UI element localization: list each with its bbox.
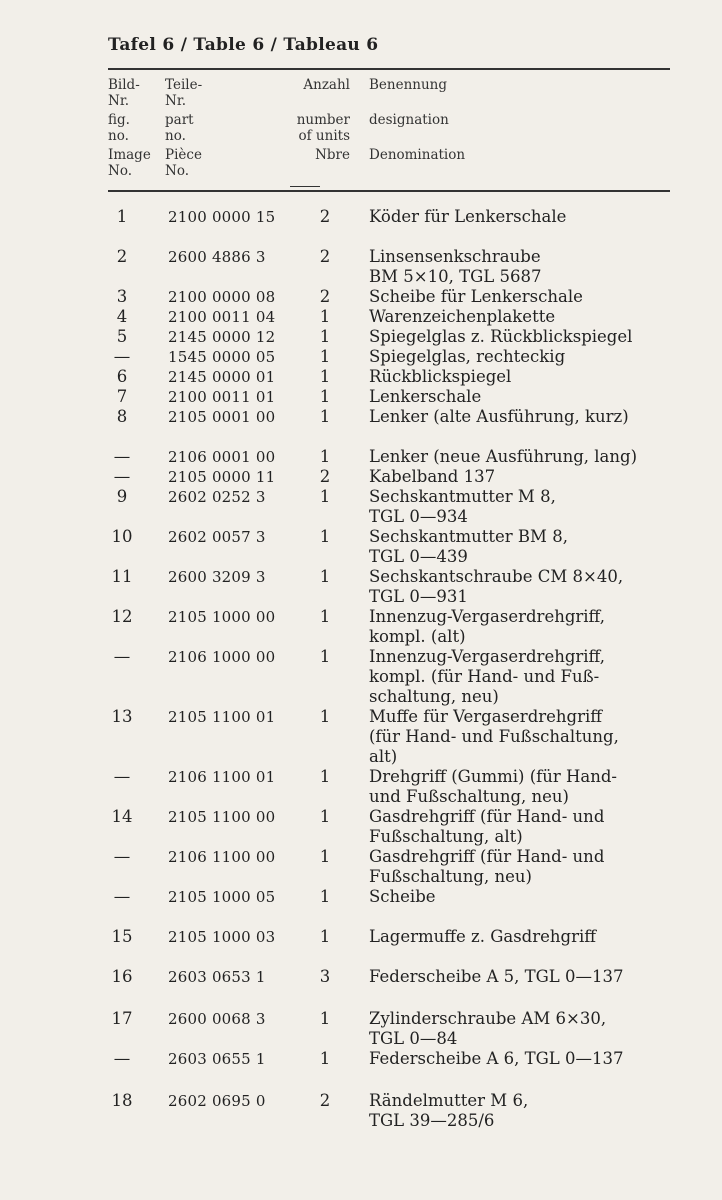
image-number: 18 (111, 1091, 133, 1110)
designation (369, 607, 679, 647)
image-number: — (113, 467, 131, 486)
image-number: 5 (116, 327, 128, 346)
designation-line: Scheibe für Lenkerschale (369, 287, 583, 306)
designation-line: Sechskantmutter BM 8, (369, 527, 568, 546)
part-number: 2600 4886 3 (168, 248, 266, 266)
quantity: 1 (319, 527, 331, 546)
designation (369, 847, 679, 887)
designation (369, 347, 679, 367)
header-fig: fig. no. (108, 112, 130, 144)
part-number: 1545 0000 05 (168, 348, 276, 366)
designation (369, 1009, 679, 1049)
quantity: 1 (319, 407, 331, 426)
designation-line: Linsensenkschraube (369, 247, 541, 266)
header-bottom-rule (108, 190, 670, 192)
quantity: 1 (319, 367, 331, 386)
header-piece: Pièce No. (165, 147, 202, 179)
designation (369, 527, 679, 567)
image-number: — (113, 347, 131, 366)
designation-line: Köder für Lenkerschale (369, 207, 567, 226)
designation-line: Kabelband 137 (369, 467, 496, 486)
quantity: 1 (319, 1049, 331, 1068)
header-top-rule (108, 68, 670, 70)
designation-line: (für Hand- und Fußschaltung, (369, 727, 619, 746)
designation-line: Scheibe (369, 887, 436, 906)
image-number: — (113, 647, 131, 666)
designation (369, 287, 679, 307)
quantity: 3 (319, 967, 331, 986)
image-number: 10 (111, 527, 133, 546)
quantity: 1 (319, 307, 331, 326)
quantity: 2 (319, 247, 331, 266)
designation (369, 447, 679, 467)
designation-line: Rückblickspiegel (369, 367, 512, 386)
designation (369, 327, 679, 347)
quantity: 1 (319, 327, 331, 346)
page-title: Tafel 6 / Table 6 / Tableau 6 (108, 35, 379, 55)
designation-line: Spiegelglas z. Rückblickspiegel (369, 327, 633, 346)
quantity: 1 (319, 707, 331, 726)
designation-line: Sechskantmutter M 8, (369, 487, 556, 506)
designation-line: Innenzug-Vergaserdrehgriff, (369, 647, 605, 666)
part-number: 2106 0001 00 (168, 448, 276, 466)
part-number: 2105 1000 00 (168, 608, 276, 626)
image-number: 4 (116, 307, 128, 326)
designation-line: Gasdrehgriff (für Hand- und (369, 807, 605, 826)
designation (369, 927, 679, 947)
image-number: 13 (111, 707, 133, 726)
designation-line: schaltung, neu) (369, 687, 499, 706)
quantity: 1 (319, 607, 331, 626)
header-part: part no. (165, 112, 194, 144)
designation-line: Federscheibe A 5, TGL 0—137 (369, 967, 624, 986)
image-number: — (113, 887, 131, 906)
designation-line: kompl. (alt) (369, 627, 466, 646)
designation (369, 1091, 679, 1131)
part-number: 2105 0001 00 (168, 408, 276, 426)
designation-line: TGL 0—439 (369, 547, 468, 566)
designation-line: Fußschaltung, alt) (369, 827, 523, 846)
part-number: 2100 0011 04 (168, 308, 276, 326)
quantity: 1 (319, 927, 331, 946)
designation-line: Rändelmutter M 6, (369, 1091, 529, 1110)
designation (369, 367, 679, 387)
image-number: 17 (111, 1009, 133, 1028)
image-number: 14 (111, 807, 133, 826)
image-number: — (113, 447, 131, 466)
image-number: 15 (111, 927, 133, 946)
designation (369, 407, 679, 427)
image-number: 2 (116, 247, 128, 266)
header-short-rule (290, 186, 320, 187)
part-number: 2105 1100 01 (168, 708, 276, 726)
image-number: 7 (116, 387, 128, 406)
part-number: 2145 0000 01 (168, 368, 276, 386)
designation (369, 647, 679, 707)
designation (369, 887, 679, 907)
part-number: 2603 0655 1 (168, 1050, 266, 1068)
designation (369, 307, 679, 327)
part-number: 2145 0000 12 (168, 328, 276, 346)
designation-line: Sechskantschraube CM 8×40, (369, 567, 624, 586)
part-number: 2602 0057 3 (168, 528, 266, 546)
part-number: 2600 0068 3 (168, 1010, 266, 1028)
quantity: 1 (319, 567, 331, 586)
designation-line: Lagermuffe z. Gasdrehgriff (369, 927, 596, 946)
image-number: — (113, 847, 131, 866)
designation-line: TGL 0—84 (369, 1029, 458, 1048)
designation (369, 567, 679, 607)
image-number: 9 (116, 487, 128, 506)
header-nbre: Nbre (315, 147, 350, 163)
designation-line: Fußschaltung, neu) (369, 867, 532, 886)
header-denomination: Denomination (369, 147, 466, 163)
part-number: 2106 1000 00 (168, 648, 276, 666)
designation (369, 467, 679, 487)
quantity: 2 (319, 467, 331, 486)
quantity: 1 (319, 847, 331, 866)
part-number: 2603 0653 1 (168, 968, 266, 986)
part-number: 2100 0000 15 (168, 208, 276, 226)
header-anzahl: Anzahl (303, 77, 350, 93)
part-number: 2105 1000 05 (168, 888, 276, 906)
designation (369, 247, 679, 287)
designation (369, 1049, 679, 1069)
designation-line: BM 5×10, TGL 5687 (369, 267, 542, 286)
image-number: 1 (116, 207, 128, 226)
designation-line: Lenkerschale (369, 387, 482, 406)
designation-line: Drehgriff (Gummi) (für Hand- (369, 767, 617, 786)
designation (369, 707, 679, 767)
quantity: 1 (319, 487, 331, 506)
quantity: 1 (319, 807, 331, 826)
quantity: 1 (319, 387, 331, 406)
quantity: 2 (319, 1091, 331, 1110)
designation-line: kompl. (für Hand- und Fuß- (369, 667, 600, 686)
designation (369, 967, 679, 987)
part-number: 2100 0000 08 (168, 288, 276, 306)
designation-line: Lenker (alte Ausführung, kurz) (369, 407, 629, 426)
header-benennung: Benennung (369, 77, 448, 93)
designation-line: alt) (369, 747, 398, 766)
header-number: number of units (296, 112, 350, 144)
part-number: 2602 0695 0 (168, 1092, 266, 1110)
image-number: 11 (111, 567, 133, 586)
image-number: — (113, 767, 131, 786)
part-number: 2105 1100 00 (168, 808, 276, 826)
part-number: 2100 0011 01 (168, 388, 276, 406)
designation (369, 487, 679, 527)
image-number: 12 (111, 607, 133, 626)
designation (369, 207, 679, 227)
image-number: 8 (116, 407, 128, 426)
designation-line: Lenker (neue Ausführung, lang) (369, 447, 638, 466)
header-teile: Teile- Nr. (165, 77, 203, 109)
designation-line: Innenzug-Vergaserdrehgriff, (369, 607, 605, 626)
part-number: 2600 3209 3 (168, 568, 266, 586)
quantity: 1 (319, 887, 331, 906)
quantity: 2 (319, 207, 331, 226)
image-number: — (113, 1049, 131, 1068)
quantity: 1 (319, 767, 331, 786)
designation-line: Warenzeichenplakette (369, 307, 556, 326)
designation-line: Spiegelglas, rechteckig (369, 347, 566, 366)
part-number: 2106 1100 01 (168, 768, 276, 786)
designation-line: Gasdrehgriff (für Hand- und (369, 847, 605, 866)
designation-line: TGL 0—931 (369, 587, 468, 606)
quantity: 1 (319, 647, 331, 666)
image-number: 3 (116, 287, 128, 306)
image-number: 16 (111, 967, 133, 986)
designation (369, 387, 679, 407)
header-bild: Bild- Nr. (108, 77, 140, 109)
designation-line: TGL 0—934 (369, 507, 468, 526)
quantity: 2 (319, 287, 331, 306)
header-designation: designation (369, 112, 449, 128)
quantity: 1 (319, 447, 331, 466)
designation-line: Muffe für Vergaserdrehgriff (369, 707, 602, 726)
designation-line: Zylinderschraube AM 6×30, (369, 1009, 607, 1028)
designation-line: Federscheibe A 6, TGL 0—137 (369, 1049, 624, 1068)
part-number: 2105 1000 03 (168, 928, 276, 946)
designation (369, 767, 679, 807)
header-image: Image No. (108, 147, 151, 179)
designation-line: und Fußschaltung, neu) (369, 787, 569, 806)
part-number: 2602 0252 3 (168, 488, 266, 506)
designation-line: TGL 39—285/6 (369, 1111, 495, 1130)
part-number: 2105 0000 11 (168, 468, 276, 486)
quantity: 1 (319, 1009, 331, 1028)
image-number: 6 (116, 367, 128, 386)
designation (369, 807, 679, 847)
part-number: 2106 1100 00 (168, 848, 276, 866)
quantity: 1 (319, 347, 331, 366)
